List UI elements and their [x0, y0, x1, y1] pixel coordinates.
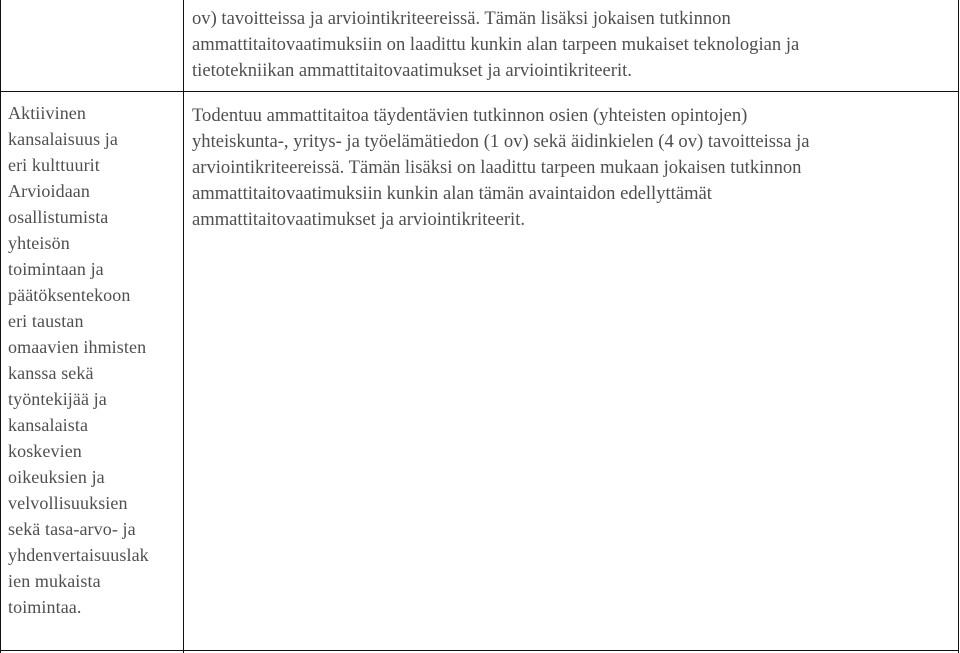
criteria-label-line: kansalaisuus ja	[8, 129, 118, 149]
previous-criteria-description-cell	[192, 6, 952, 84]
criteria-label-line: eri taustan	[8, 311, 84, 331]
criteria-label-line: työntekijää ja	[8, 389, 107, 409]
criteria-label-line: osallistumista	[8, 207, 109, 227]
criteria-label-line: kanssa sekä	[8, 363, 94, 383]
description-line: ammattitaitovaatimuksiin kunkin alan tämän avaintaidon edellyttämät	[192, 183, 712, 204]
criteria-label-line: toimintaan ja	[8, 259, 104, 279]
criteria-label-line: yhteisön	[8, 233, 70, 253]
criteria-label-line: päätöksentekoon	[8, 285, 131, 305]
criteria-label-line: eri kulttuurit	[8, 155, 100, 175]
description-line: arviointikriteereissä. Tämän lisäksi on laadittu tarpeen mukaan jokaisen tutkinnon	[192, 157, 802, 178]
criteria-label-line: Aktiivinen	[8, 103, 86, 123]
criteria-label-line: oikeuksien ja	[8, 467, 105, 487]
table-border-right	[958, 0, 959, 653]
table-border-bottom	[0, 650, 959, 651]
table-column-divider	[183, 0, 184, 653]
criteria-label-line: omaavien ihmisten	[8, 337, 147, 357]
table-row-divider-right	[183, 91, 959, 92]
criteria-label-line: yhdenvertaisuuslak	[8, 545, 149, 565]
criteria-label-line: sekä tasa-arvo- ja	[8, 519, 136, 539]
description-line: Todentuu ammattitaitoa täydentävien tutkinnon osien (yhteisten opintojen)	[192, 105, 748, 126]
description-line: ammattitaitovaatimuksiin on laadittu kunkin alan tarpeen mukaiset teknologian ja	[192, 34, 800, 55]
criteria-label-line: velvollisuuksien	[8, 493, 128, 513]
description-line: yhteiskunta-, yritys- ja työelämätiedon (1 ov) sekä äidinkielen (4 ov) tavoitteissa ja	[192, 131, 810, 152]
table-row-divider-left	[0, 91, 184, 92]
criteria-label-line: Arvioidaan	[8, 181, 90, 201]
description-line: tietotekniikan ammattitaitovaatimukset ja arviointikriteerit.	[192, 60, 632, 81]
criteria-label-line: koskevien	[8, 441, 82, 461]
criteria-label-line: toimintaa.	[8, 597, 82, 617]
criteria-description-cell	[192, 103, 952, 233]
criteria-label-cell	[8, 100, 180, 620]
criteria-label-line: ien mukaista	[8, 571, 101, 591]
criteria-label-line: kansalaista	[8, 415, 89, 435]
table-border-left	[0, 0, 1, 653]
description-line: ov) tavoitteissa ja arviointikriteereissä. Tämän lisäksi jokaisen tutkinnon	[192, 8, 731, 29]
description-line: ammattitaitovaatimukset ja arviointikriteerit.	[192, 209, 526, 230]
